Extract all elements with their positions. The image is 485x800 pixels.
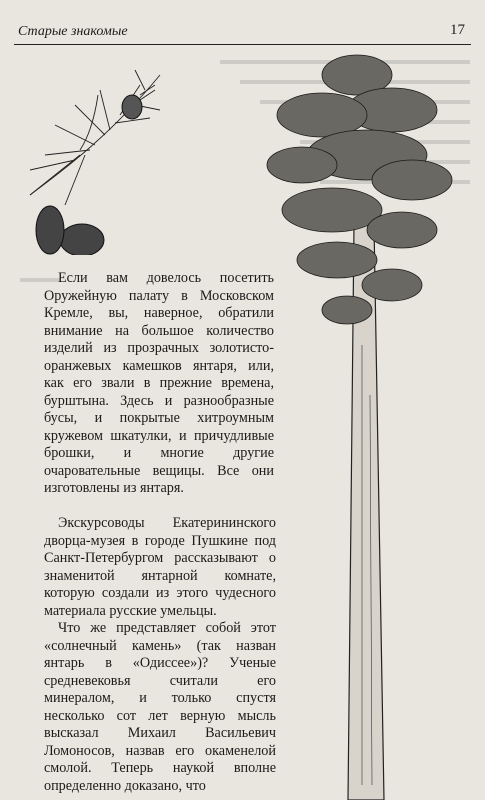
running-header-title: Старые знакомые xyxy=(18,24,128,39)
paragraph: Экскурсоводы Екатерининского дворца-музея в городе Пушкине под Санкт-Петербургом рассказывают о знаменитой янтарной комнате, которую создали из этого чудесного материала русские умельцы. xyxy=(44,515,276,619)
body-text-lower xyxy=(44,515,276,795)
body-text-upper xyxy=(44,270,274,498)
paragraph: Если вам довелось посетить Оружейную палату в Московском Кремле, вы, наверное, обратили внимание на большое количество изделий из прозрачных золотисто-оранжевых камешков янтаря, или, как его звали в прежние времена, бурштына. Здесь и разнообразные бусы, и покрытые хитроумным кружевом шкатулки, и причудливые брошки, и многие другие очаровательные вещицы. Все они изготовлены из янтаря. xyxy=(44,270,274,496)
page-number: 17 xyxy=(450,22,465,38)
running-header xyxy=(14,22,471,45)
pine-tree-illustration xyxy=(262,45,462,800)
paragraph: Что же представляет собой этот «солнечный камень» (так назван янтарь в «Одиссее»)? Ученые средневековья считали его минералом, и только спустя несколько сот лет верную мысль высказал Михаил Васильевич Ломоносов, назвав его окаменелой смолой. Теперь наукой вполне определенно доказано, что xyxy=(44,620,276,794)
pine-cone xyxy=(36,206,104,255)
pine-branch-illustration xyxy=(20,55,170,255)
